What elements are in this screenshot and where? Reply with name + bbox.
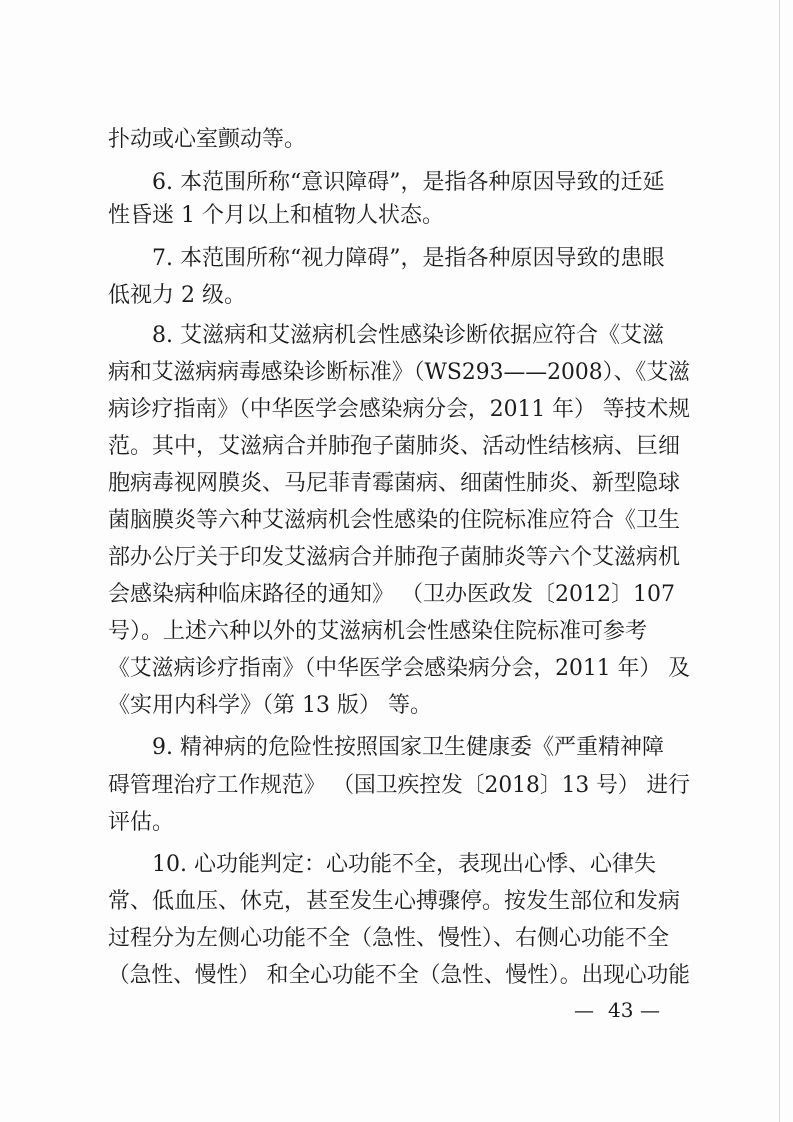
page-footer: [0, 995, 793, 1025]
text-line: 会感染病种临床路径的通知》 （卫办医政发〔2012〕107: [108, 582, 675, 607]
text-line: 8. 艾滋病和艾滋病机会性感染诊断依据应符合《艾滋: [152, 323, 664, 348]
text-line: 病和艾滋病病毒感染诊断标准》（WS293——2008）、《艾滋: [108, 360, 690, 385]
text-line: 碍管理治疗工作规范》 （国卫疾控发〔2018〕13 号） 进行: [108, 773, 691, 798]
text-line: 9. 精神病的危险性按照国家卫生健康委《严重精神障: [152, 735, 664, 760]
text-line: 号）。上述六种以外的艾滋病机会性感染住院标准可参考: [108, 619, 648, 644]
text-line: 6. 本范围所称“意识障碍”，是指各种原因导致的迁延: [152, 170, 665, 195]
footer-dash-right: —: [640, 998, 660, 1022]
text-line: 常、低血压、休克，甚至发生心搏骤停。按发生部位和发病: [108, 889, 681, 914]
text-line: 性昏迷 1 个月以上和植物人状态。: [108, 203, 444, 228]
text-line: 低视力 2 级。: [108, 283, 246, 308]
text-line: 菌脑膜炎等六种艾滋病机会性感染的住院标准应符合《卫生: [108, 508, 681, 533]
text-line: 胞病毒视网膜炎、马尼菲青霉菌病、细菌性肺炎、新型隐球: [108, 471, 681, 496]
footer-dash-left: —: [574, 998, 594, 1022]
text-line: 扑动或心室颤动等。: [108, 127, 307, 152]
text-line: 《实用内科学》（第 13 版） 等。: [108, 693, 432, 718]
text-line: 病诊疗指南》（中华医学会感染病分会，2011 年） 等技术规: [108, 397, 690, 422]
text-line: 过程分为左侧心功能不全（急性、慢性）、右侧心功能不全: [108, 926, 670, 951]
text-line: 7. 本范围所称“视力障碍”，是指各种原因导致的患眼: [152, 246, 665, 271]
text-line: 《艾滋病诊疗指南》（中华医学会感染病分会，2011 年） 及: [108, 656, 690, 681]
text-line: 范。其中，艾滋病合并肺孢子菌肺炎、活动性结核病、巨细: [108, 434, 681, 459]
text-line: 部办公厅关于印发艾滋病合并肺孢子菌肺炎等六个艾滋病机: [108, 545, 681, 570]
text-line: 10. 心功能判定：心功能不全，表现出心悸、心律失: [152, 852, 656, 877]
text-line: （急性、慢性） 和全心功能不全（急性、慢性）。出现心功能: [108, 963, 690, 988]
text-line: 评估。: [108, 810, 175, 835]
page-number: 43: [608, 998, 634, 1022]
